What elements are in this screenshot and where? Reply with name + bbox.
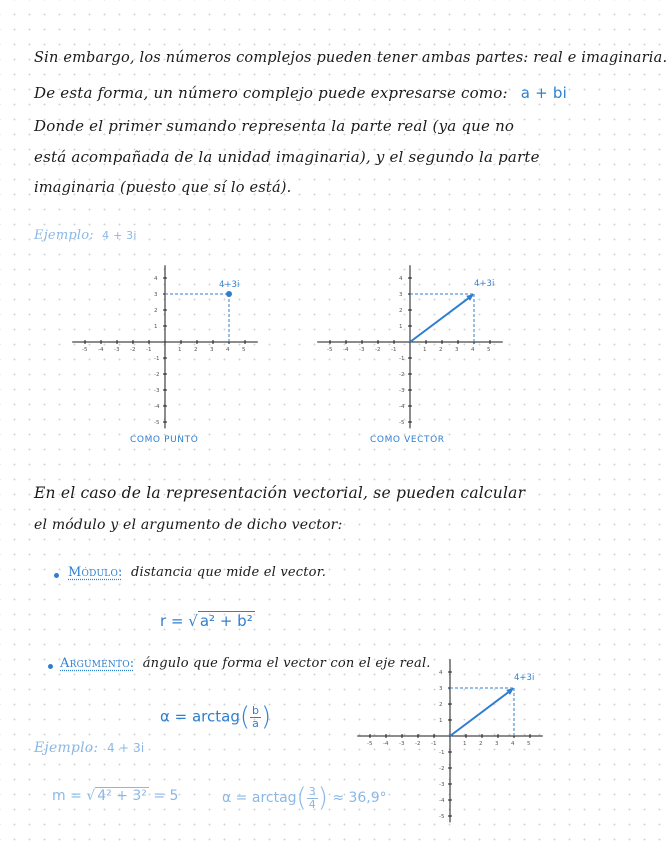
argumento-term: Argumento: xyxy=(60,656,135,671)
x-tick-label: -5 xyxy=(82,347,88,353)
x-tick-label: -4 xyxy=(383,741,389,747)
y-tick-label: 3 xyxy=(154,292,158,298)
y-tick-label: -2 xyxy=(154,372,160,378)
x-tick-label: 4 xyxy=(511,741,515,747)
section-2-line-2: el módulo y el argumento de dicho vector: xyxy=(34,517,343,533)
bullet-modulo xyxy=(54,573,59,578)
x-tick-label: -3 xyxy=(399,741,405,747)
y-tick-label: -5 xyxy=(399,420,405,426)
complex-vector xyxy=(450,690,511,736)
complex-form-formula: a + bi xyxy=(520,84,567,102)
x-tick-label: -5 xyxy=(327,347,333,353)
x-tick-label: 4 xyxy=(471,347,475,353)
example-2-frac-den: 4 xyxy=(308,797,316,811)
y-tick-label: -3 xyxy=(399,388,405,394)
complex-vector xyxy=(410,296,471,342)
y-tick-label: 4 xyxy=(154,276,158,282)
argumento-formula: α = arctag( $\frac{b}{a}$ ) xyxy=(160,702,272,732)
y-tick-label: -3 xyxy=(154,388,160,394)
y-tick-label: -4 xyxy=(439,798,445,804)
x-tick-label: -1 xyxy=(431,741,437,747)
y-tick-label: -3 xyxy=(439,782,445,788)
x-tick-label: 5 xyxy=(527,741,531,747)
text-line-5: imaginaria (puesto que sí lo está). xyxy=(34,180,292,196)
x-tick-label: -2 xyxy=(415,741,421,747)
caption-como-punto: COMO PUNTO xyxy=(130,435,199,445)
point-label: 4+3i xyxy=(474,279,495,289)
x-tick-label: 3 xyxy=(495,741,499,747)
text-line-2 xyxy=(34,84,567,102)
y-tick-label: -1 xyxy=(399,356,405,362)
caption-como-vector: COMO VECTOR xyxy=(370,435,445,445)
y-tick-label: 2 xyxy=(439,702,443,708)
x-tick-label: -5 xyxy=(367,741,373,747)
x-tick-label: 2 xyxy=(439,347,443,353)
x-tick-label: -2 xyxy=(375,347,381,353)
example-2-modulo-formula: m = √ 4² + 3² = 5 xyxy=(52,788,179,804)
y-tick-label: -1 xyxy=(439,750,445,756)
x-tick-label: -3 xyxy=(359,347,365,353)
y-tick-label: -5 xyxy=(154,420,160,426)
y-tick-label: -2 xyxy=(399,372,405,378)
x-tick-label: -4 xyxy=(98,347,104,353)
x-tick-label: 5 xyxy=(242,347,246,353)
point-label: 4+3i xyxy=(514,673,535,683)
example-2-label: Ejemplo: xyxy=(34,740,99,756)
argumento-frac-num: b xyxy=(252,703,260,717)
text-line-2-text: De esta forma, un número complejo puede expresarse como: xyxy=(34,84,508,102)
example-1-label: Ejemplo: xyxy=(34,228,94,243)
y-tick-label: 1 xyxy=(399,324,403,330)
text-line-1: Sin embargo, los números complejos pueden tener ambas partes: real e imaginaria. xyxy=(34,50,667,66)
example-2-alpha-result: ≈ 36,9° xyxy=(332,790,387,806)
complex-point xyxy=(226,291,232,297)
x-tick-label: 1 xyxy=(423,347,427,353)
x-tick-label: -3 xyxy=(114,347,120,353)
x-tick-label: -1 xyxy=(391,347,397,353)
text-line-4: está acompañada de la unidad imaginaria), y el segundo la parte xyxy=(34,148,540,166)
argumento-formula-lhs: α = arctag xyxy=(160,707,240,726)
example-2-argument-formula: α = arctag( $\frac{3}{4}$ ) ≈ 36,9° xyxy=(222,783,387,813)
x-tick-label: -1 xyxy=(146,347,152,353)
y-tick-label: 4 xyxy=(399,276,403,282)
x-tick-label: -4 xyxy=(343,347,349,353)
x-tick-label: 2 xyxy=(479,741,483,747)
example-2-value: 4 + 3i xyxy=(106,741,145,755)
section-2-line-1: En el caso de la representación vectorial, se pueden calcular xyxy=(34,484,526,502)
example-2-m-lhs: m = xyxy=(52,788,82,804)
x-tick-label: 1 xyxy=(178,347,182,353)
x-tick-label: 2 xyxy=(194,347,198,353)
modulo-formula: r = √ a² + b² xyxy=(160,612,253,630)
y-tick-label: -2 xyxy=(439,766,445,772)
point-label: 4+3i xyxy=(219,280,240,290)
modulo-formula-lhs: r = xyxy=(160,612,184,630)
example-2-frac-num: 3 xyxy=(308,784,316,798)
y-tick-label: 1 xyxy=(154,324,158,330)
y-tick-label: -1 xyxy=(154,356,160,362)
y-tick-label: 3 xyxy=(399,292,403,298)
example-2 xyxy=(34,740,144,756)
y-tick-label: -5 xyxy=(439,814,445,820)
example-2-m-radicand: 4² + 3² xyxy=(97,788,147,804)
x-tick-label: 1 xyxy=(463,741,467,747)
y-tick-label: 3 xyxy=(439,686,443,692)
modulo-description: distancia que mide el vector. xyxy=(130,565,327,580)
y-tick-label: 4 xyxy=(439,670,443,676)
example-1-value: 4 + 3i xyxy=(102,229,137,242)
argumento-frac-den: a xyxy=(252,716,259,730)
text-line-3: Donde el primer sumando representa la parte real (ya que no xyxy=(34,117,515,135)
modulo-formula-radicand: a² + b² xyxy=(199,612,253,630)
bullet-argumento xyxy=(48,664,53,669)
example-1 xyxy=(34,228,137,243)
x-tick-label: 3 xyxy=(210,347,214,353)
y-tick-label: 2 xyxy=(399,308,403,314)
complex-plane-point-chart xyxy=(70,266,260,426)
x-tick-label: 3 xyxy=(455,347,459,353)
y-tick-label: 1 xyxy=(439,718,443,724)
x-tick-label: 4 xyxy=(226,347,230,353)
x-tick-label: -2 xyxy=(130,347,136,353)
modulo-term: Módulo: xyxy=(68,565,123,580)
argumento-description: ángulo que forma el vector con el eje real. xyxy=(142,656,431,671)
y-tick-label: -4 xyxy=(154,404,160,410)
x-tick-label: 5 xyxy=(487,347,491,353)
y-tick-label: -4 xyxy=(399,404,405,410)
y-tick-label: 2 xyxy=(154,308,158,314)
complex-plane-vector-chart xyxy=(315,266,505,426)
example-2-alpha-lhs: α = arctag xyxy=(222,790,297,806)
modulo-line xyxy=(68,565,326,580)
example-2-m-result: = 5 xyxy=(153,788,179,804)
